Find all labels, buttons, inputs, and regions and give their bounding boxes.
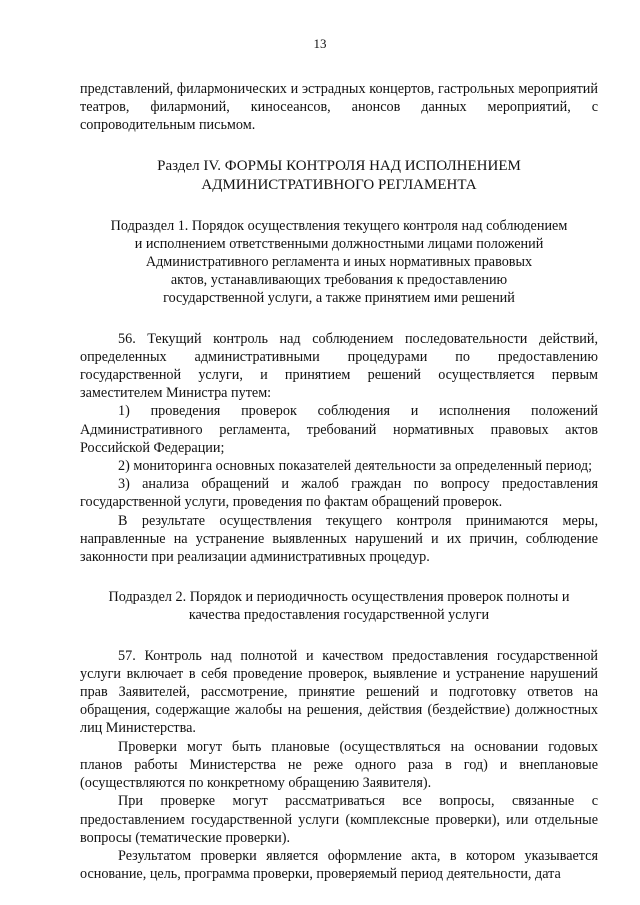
paragraph-control-result: В результате осуществления текущего контроля принимаются меры, направленные на устранение выявленных нарушений и их причин, соблюдение законности при реализации административных процедур. bbox=[80, 512, 598, 566]
intro-paragraph: представлений, филармонических и эстрадных концертов, гастрольных мероприятий театров, филармоний, киносеансов, анонсов данных мероприятий, с сопроводительным письмом. bbox=[80, 81, 598, 134]
list-item-1: 1) проведения проверок соблюдения и исполнения положений Административного регламента, требований нормативных правовых актов Российской Федерации; bbox=[80, 403, 598, 456]
document-body bbox=[80, 80, 598, 883]
subsection-2-title-line: Подраздел 2. Порядок и периодичность осуществления проверок полноты и bbox=[108, 589, 570, 606]
subsection-1-title bbox=[80, 217, 598, 308]
paragraph-56: 56. Текущий контроль над соблюдением последовательности действий, определенных административными процедурами по предоставлению государственной услуги, и принятием решений осуществляется первым заместителем Министра путем: bbox=[80, 330, 598, 402]
subsection-2-title-line: качества предоставления государственной услуги bbox=[188, 607, 490, 624]
subsection-1-title-line: актов, устанавливающих требования к предоставлению bbox=[170, 272, 508, 289]
subsection-1-title-line: Подраздел 1. Порядок осуществления текущего контроля над соблюдением bbox=[110, 217, 568, 234]
page-number: 13 bbox=[313, 36, 327, 51]
list-item-2: 2) мониторинга основных показателей деятельности за определенный период; bbox=[118, 458, 593, 475]
subsection-1-title-line: Административного регламента и иных нормативных правовых bbox=[145, 254, 533, 271]
section-title bbox=[80, 157, 598, 195]
subsection-1-title-line: и исполнением ответственными должностными лицами положений bbox=[134, 235, 544, 252]
paragraph-inspections-types: Проверки могут быть плановые (осуществляться на основании годовых планов работы Министерства не реже одного раза в год) и внеплановые (осуществляются по конкретному обращению Заявителя). bbox=[80, 738, 598, 792]
section-title-line-2: АДМИНИСТРАТИВНОГО РЕГЛАМЕНТА bbox=[201, 176, 477, 193]
subsection-2-title bbox=[80, 588, 598, 624]
list-item-3: 3) анализа обращений и жалоб граждан по вопросу предоставления государственной услуги, проведения по фактам обращений проверок. bbox=[80, 476, 598, 511]
paragraph-inspection-questions: При проверке могут рассматриваться все вопросы, связанные с предоставлением государственной услуги (комплексные проверки), или отдельные вопросы (тематические проверки). bbox=[80, 793, 598, 846]
subsection-1-title-line: государственной услуги, а также принятием ими решений bbox=[163, 290, 515, 307]
section-title-line-1: Раздел IV. ФОРМЫ КОНТРОЛЯ НАД ИСПОЛНЕНИЕМ bbox=[157, 157, 521, 174]
paragraph-inspection-result: Результатом проверки является оформление акта, в котором указывается основание, цель, программа проверки, проверяемый период деятельности, дата bbox=[80, 847, 598, 883]
paragraph-57: 57. Контроль над полнотой и качеством предоставления государственной услуги включает в себя проведение проверок, выявление и устранение нарушений прав Заявителей, рассмотрение, принятие решений и подготовку ответов на обращения, содержащие жалобы на решения, действия (бездействие) должностных лиц Министерства. bbox=[80, 647, 598, 737]
